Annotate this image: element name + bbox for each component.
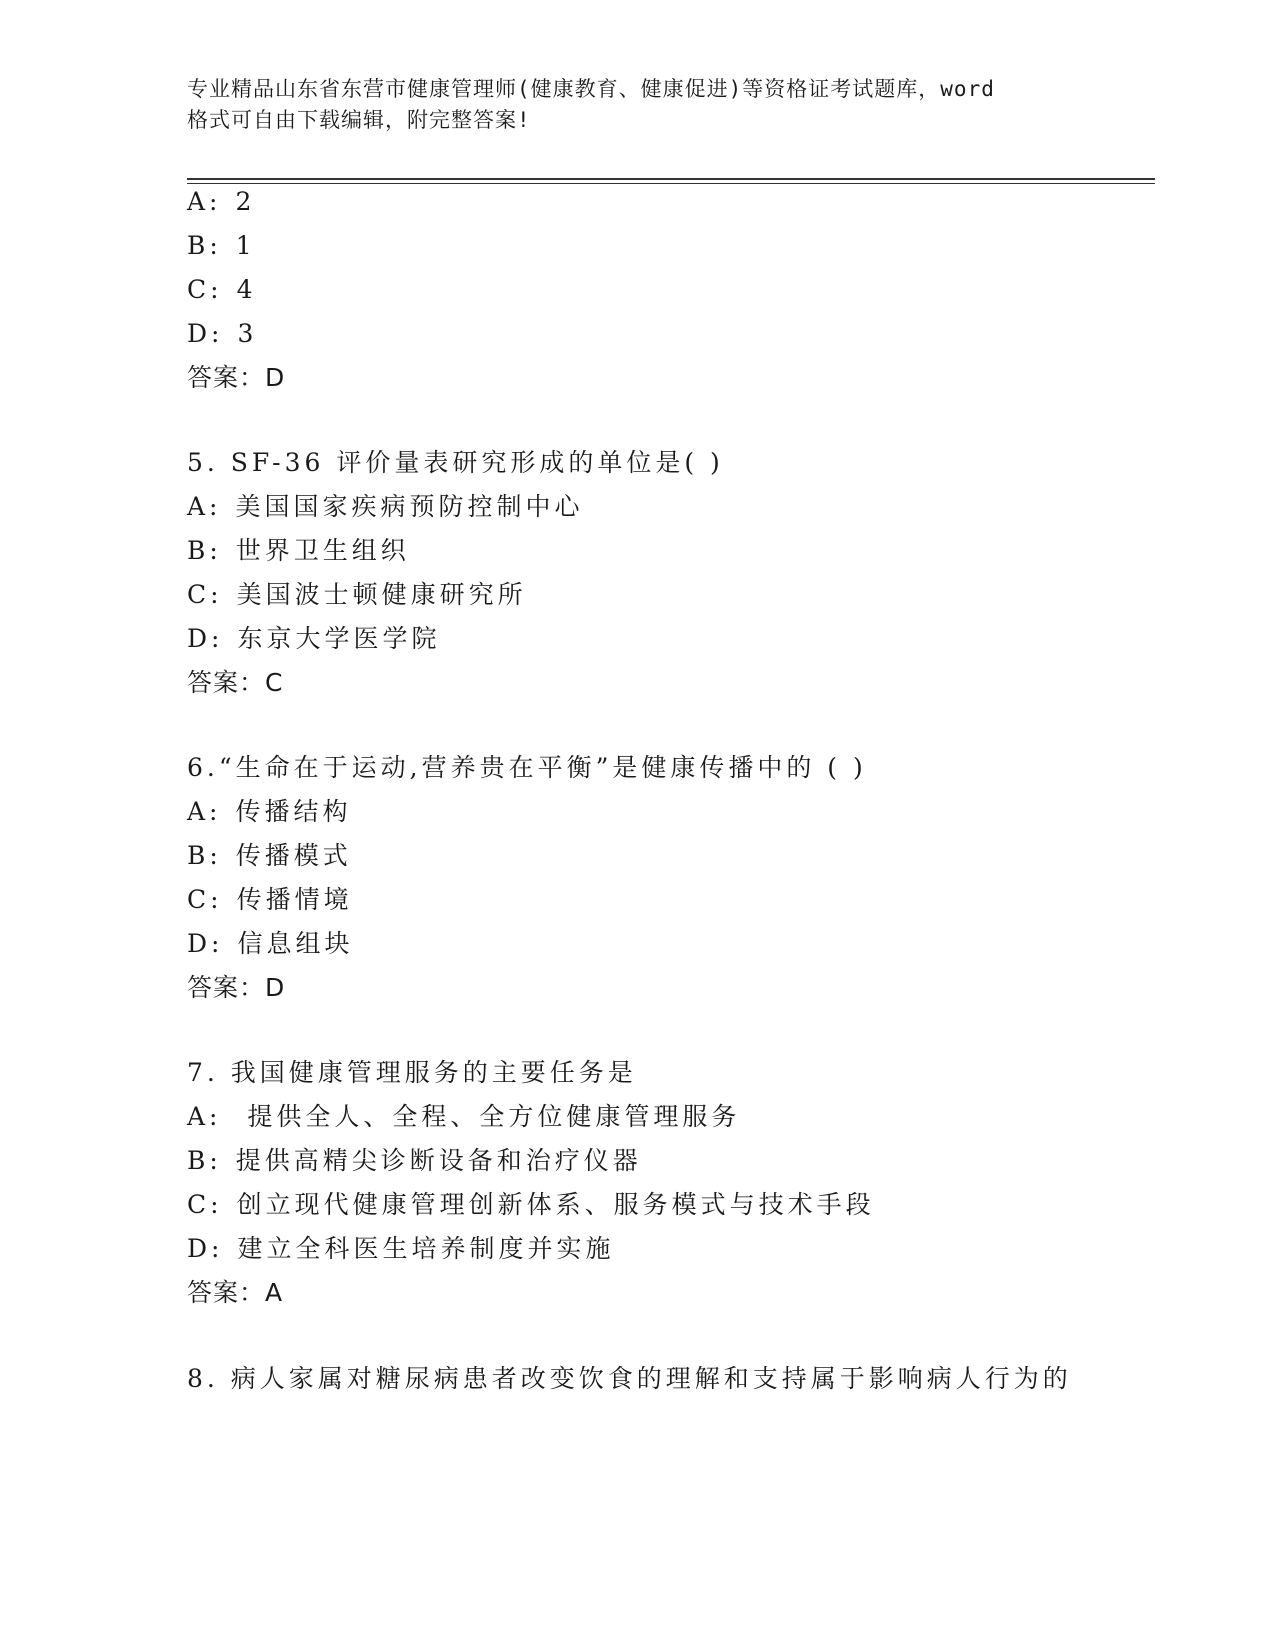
option-key: D: <box>187 1234 224 1263</box>
option-key: C: <box>187 275 223 304</box>
option-text: 1 <box>235 231 256 260</box>
option-key: A: <box>187 1102 222 1131</box>
option-d <box>187 929 353 959</box>
header-line-2: 格式可自由下载编辑，附完整答案! <box>187 108 531 132</box>
option-key: D: <box>187 319 224 348</box>
option-key: C: <box>187 1190 223 1219</box>
option-text: 传播结构 <box>235 797 352 826</box>
option-key: B: <box>187 1146 222 1175</box>
option-key: C: <box>187 580 223 609</box>
header-divider-thick <box>187 178 1155 180</box>
option-c <box>187 275 256 305</box>
option-text: 东京大学医学院 <box>237 624 441 653</box>
option-text: 世界卫生组织 <box>235 536 410 565</box>
option-text: 美国国家疾病预防控制中心 <box>235 492 584 521</box>
option-c <box>187 580 527 610</box>
option-text: 3 <box>237 319 258 348</box>
option-b <box>187 536 410 566</box>
option-a <box>187 797 352 827</box>
option-d <box>187 624 440 654</box>
answer-line: 答案：A <box>187 1278 284 1307</box>
header-line-1: 专业精品山东省东营市健康管理师(健康教育、健康促进)等资格证考试题库，word <box>187 77 995 101</box>
option-key: C: <box>187 885 223 914</box>
option-key: D: <box>187 929 224 958</box>
option-text: 美国波士顿健康研究所 <box>236 580 527 609</box>
option-text: 建立全科医生培养制度并实施 <box>237 1234 615 1263</box>
answer-line: 答案：D <box>187 973 286 1002</box>
option-key: A: <box>187 187 222 216</box>
answer-line: 答案：C <box>187 668 284 697</box>
option-text: 创立现代健康管理创新体系、服务模式与技术手段 <box>236 1190 875 1219</box>
option-text: 提供全人、全程、全方位健康管理服务 <box>235 1102 741 1131</box>
option-key: A: <box>187 797 222 826</box>
option-text: 4 <box>236 275 257 304</box>
option-c <box>187 885 353 915</box>
option-b <box>187 841 352 871</box>
option-a <box>187 1102 740 1132</box>
question-stem: 6.“生命在于运动,营养贵在平衡”是健康传播中的 ( ) <box>187 753 867 782</box>
option-c <box>187 1190 875 1220</box>
option-text: 2 <box>235 187 256 216</box>
answer-line: 答案：D <box>187 363 286 392</box>
option-key: B: <box>187 841 222 870</box>
question-stem: 7. 我国健康管理服务的主要任务是 <box>187 1058 637 1087</box>
option-b <box>187 231 256 261</box>
option-key: D: <box>187 624 224 653</box>
option-text: 提供高精尖诊断设备和治疗仪器 <box>235 1146 642 1175</box>
header-divider-thin <box>187 183 1155 184</box>
question-stem: 5. SF-36 评价量表研究形成的单位是( ) <box>187 448 724 477</box>
option-text: 传播模式 <box>235 841 352 870</box>
option-a <box>187 187 255 217</box>
document-header <box>187 74 1107 136</box>
option-text: 传播情境 <box>236 885 353 914</box>
option-a <box>187 492 584 522</box>
option-text: 信息组块 <box>237 929 354 958</box>
option-b <box>187 1146 642 1176</box>
option-key: A: <box>187 492 222 521</box>
option-key: B: <box>187 231 222 260</box>
option-key: B: <box>187 536 222 565</box>
option-d <box>187 319 257 349</box>
question-stem: 8. 病人家属对糖尿病患者改变饮食的理解和支持属于影响病人行为的 <box>187 1364 1072 1393</box>
option-d <box>187 1234 614 1264</box>
